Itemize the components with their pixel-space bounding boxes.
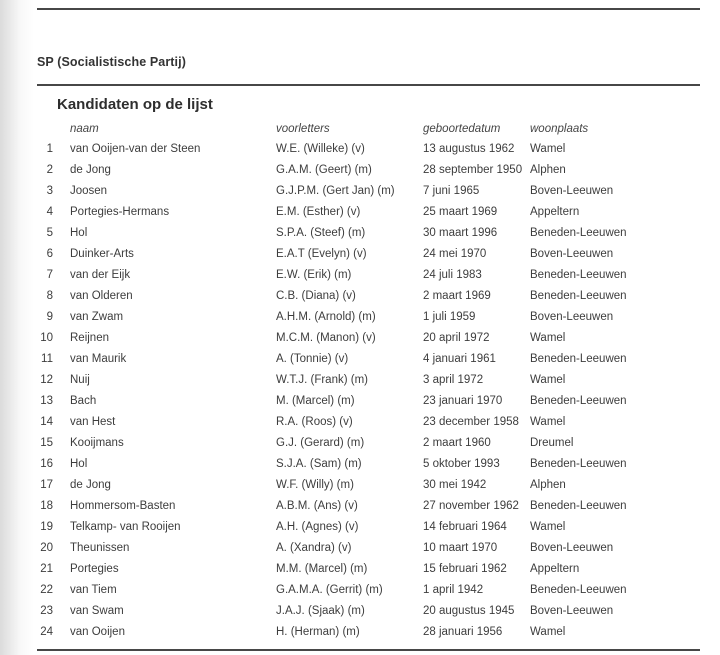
table-row: [37, 180, 707, 201]
candidate-name: Portegies-Hermans: [70, 205, 170, 218]
candidate-residence: Wamel: [530, 331, 566, 344]
candidate-birthdate: 2 maart 1960: [423, 436, 491, 449]
candidate-number: 7: [46, 268, 53, 281]
candidate-name: van Ooijen: [70, 625, 125, 638]
candidate-number: 13: [40, 394, 53, 407]
candidate-number: 24: [40, 625, 53, 638]
candidate-name: van Hest: [70, 415, 116, 428]
candidate-number: 3: [46, 184, 53, 197]
candidate-residence: Wamel: [530, 142, 566, 155]
column-header-voorletters: voorletters: [276, 122, 330, 135]
candidate-number: 1: [46, 142, 53, 155]
candidate-birthdate: 14 februari 1964: [423, 520, 507, 533]
candidate-initials: R.A. (Roos) (v): [276, 415, 353, 428]
candidate-birthdate: 23 december 1958: [423, 415, 519, 428]
candidate-birthdate: 27 november 1962: [423, 499, 519, 512]
candidate-residence: Beneden-Leeuwen: [530, 394, 627, 407]
table-row: [37, 369, 707, 390]
candidate-number: 2: [46, 163, 53, 176]
candidate-residence: Boven-Leeuwen: [530, 310, 614, 323]
candidate-initials: M. (Marcel) (m): [276, 394, 355, 407]
table-row: [37, 621, 707, 642]
candidate-initials: S.J.A. (Sam) (m): [276, 457, 362, 470]
candidate-residence: Dreumel: [530, 436, 574, 449]
list-title: Kandidaten op de lijst: [57, 96, 213, 113]
candidate-birthdate: 5 oktober 1993: [423, 457, 500, 470]
candidate-initials: J.A.J. (Sjaak) (m): [276, 604, 365, 617]
table-row: [37, 453, 707, 474]
candidate-name: van Ooijen-van der Steen: [70, 142, 201, 155]
candidate-residence: Wamel: [530, 625, 566, 638]
candidate-name: Hol: [70, 226, 88, 239]
candidate-residence: Appeltern: [530, 562, 580, 575]
candidate-initials: A. (Xandra) (v): [276, 541, 352, 554]
candidate-initials: M.M. (Marcel) (m): [276, 562, 368, 575]
candidate-number: 15: [40, 436, 53, 449]
candidate-number: 22: [40, 583, 53, 596]
candidate-name: de Jong: [70, 478, 111, 491]
candidate-residence: Boven-Leeuwen: [530, 184, 614, 197]
candidate-number: 23: [40, 604, 53, 617]
divider-under-party-header: [37, 84, 700, 86]
table-row: [37, 516, 707, 537]
candidate-initials: A. (Tonnie) (v): [276, 352, 349, 365]
candidate-initials: E.A.T (Evelyn) (v): [276, 247, 367, 260]
candidate-birthdate: 1 april 1942: [423, 583, 484, 596]
table-row: [37, 558, 707, 579]
table-row: [37, 201, 707, 222]
table-body: [37, 138, 707, 642]
table-row: [37, 495, 707, 516]
table-row: [37, 222, 707, 243]
table-row: [37, 243, 707, 264]
candidate-initials: E.W. (Erik) (m): [276, 268, 352, 281]
table-row: [37, 390, 707, 411]
candidate-residence: Alphen: [530, 163, 566, 176]
candidate-birthdate: 30 mei 1942: [423, 478, 487, 491]
candidate-name: Kooijmans: [70, 436, 124, 449]
candidate-birthdate: 4 januari 1961: [423, 352, 496, 365]
table-row: [37, 327, 707, 348]
table-row: [37, 579, 707, 600]
table-row: [37, 306, 707, 327]
candidate-number: 8: [46, 289, 53, 302]
candidate-birthdate: 13 augustus 1962: [423, 142, 515, 155]
candidate-name: Bach: [70, 394, 97, 407]
table-row: [37, 474, 707, 495]
candidate-name: van der Eijk: [70, 268, 131, 281]
candidate-number: 6: [46, 247, 53, 260]
candidate-initials: S.P.A. (Steef) (m): [276, 226, 366, 239]
candidate-name: Joosen: [70, 184, 108, 197]
candidate-initials: C.B. (Diana) (v): [276, 289, 356, 302]
candidate-birthdate: 28 september 1950: [423, 163, 523, 176]
candidates-table: [37, 119, 707, 642]
candidate-residence: Beneden-Leeuwen: [530, 457, 627, 470]
candidate-initials: G.J.P.M. (Gert Jan) (m): [276, 184, 395, 197]
candidate-number: 12: [40, 373, 53, 386]
candidate-birthdate: 24 juli 1983: [423, 268, 482, 281]
table-header-row: [37, 119, 707, 138]
candidate-number: 19: [40, 520, 53, 533]
column-header-naam: naam: [70, 122, 99, 135]
table-row: [37, 159, 707, 180]
candidate-name: van Maurik: [70, 352, 127, 365]
candidate-number: 20: [40, 541, 53, 554]
candidate-number: 11: [41, 352, 53, 365]
divider-top: [37, 8, 700, 10]
candidate-residence: Beneden-Leeuwen: [530, 352, 627, 365]
candidate-residence: Boven-Leeuwen: [530, 247, 614, 260]
candidate-birthdate: 28 januari 1956: [423, 625, 503, 638]
candidate-birthdate: 23 januari 1970: [423, 394, 503, 407]
candidate-name: Theunissen: [70, 541, 130, 554]
candidate-name: van Swam: [70, 604, 124, 617]
candidate-birthdate: 7 juni 1965: [423, 184, 480, 197]
table-row: [37, 348, 707, 369]
table-row: [37, 138, 707, 159]
scan-shadow: [0, 0, 34, 655]
candidate-initials: G.A.M. (Geert) (m): [276, 163, 372, 176]
candidate-birthdate: 25 maart 1969: [423, 205, 498, 218]
candidate-residence: Appeltern: [530, 205, 580, 218]
candidate-number: 17: [40, 478, 53, 491]
candidate-residence: Beneden-Leeuwen: [530, 268, 627, 281]
candidate-name: Telkamp- van Rooijen: [70, 520, 181, 533]
candidate-name: Hommersom-Basten: [70, 499, 176, 512]
candidate-initials: W.E. (Willeke) (v): [276, 142, 365, 155]
candidates-section: [37, 96, 707, 642]
candidate-residence: Alphen: [530, 478, 566, 491]
candidate-initials: A.H. (Agnes) (v): [276, 520, 359, 533]
candidate-residence: Beneden-Leeuwen: [530, 499, 627, 512]
candidate-residence: Beneden-Leeuwen: [530, 226, 627, 239]
table-row: [37, 600, 707, 621]
candidate-birthdate: 20 april 1972: [423, 331, 490, 344]
table-row: [37, 285, 707, 306]
candidate-number: 21: [40, 562, 53, 575]
candidate-birthdate: 2 maart 1969: [423, 289, 491, 302]
candidate-birthdate: 3 april 1972: [423, 373, 484, 386]
candidate-initials: G.A.M.A. (Gerrit) (m): [276, 583, 383, 596]
candidate-residence: Wamel: [530, 520, 566, 533]
candidate-number: 16: [40, 457, 53, 470]
candidate-name: Nuij: [70, 373, 90, 386]
column-header-geboortedatum: geboortedatum: [423, 122, 501, 135]
candidate-name: van Tiem: [70, 583, 117, 596]
table-row: [37, 411, 707, 432]
candidate-name: Duinker-Arts: [70, 247, 134, 260]
candidate-number: 18: [40, 499, 53, 512]
candidate-number: 5: [46, 226, 53, 239]
candidate-number: 10: [40, 331, 53, 344]
candidate-initials: H. (Herman) (m): [276, 625, 360, 638]
candidate-initials: A.B.M. (Ans) (v): [276, 499, 358, 512]
divider-bottom: [37, 649, 700, 651]
candidate-birthdate: 10 maart 1970: [423, 541, 498, 554]
table-row: [37, 537, 707, 558]
table-row: [37, 432, 707, 453]
candidate-initials: E.M. (Esther) (v): [276, 205, 361, 218]
candidate-birthdate: 20 augustus 1945: [423, 604, 515, 617]
candidate-residence: Wamel: [530, 373, 566, 386]
candidate-residence: Boven-Leeuwen: [530, 604, 614, 617]
candidate-residence: Boven-Leeuwen: [530, 541, 614, 554]
candidate-name: Hol: [70, 457, 88, 470]
candidate-name: Portegies: [70, 562, 119, 575]
candidate-name: Reijnen: [70, 331, 109, 344]
candidate-name: van Olderen: [70, 289, 133, 302]
candidate-number: 4: [46, 205, 53, 218]
candidate-initials: M.C.M. (Manon) (v): [276, 331, 376, 344]
candidate-residence: Wamel: [530, 415, 566, 428]
candidate-birthdate: 15 februari 1962: [423, 562, 507, 575]
candidate-number: 14: [40, 415, 53, 428]
table-row: [37, 264, 707, 285]
candidate-initials: G.J. (Gerard) (m): [276, 436, 365, 449]
candidate-birthdate: 24 mei 1970: [423, 247, 487, 260]
candidate-name: de Jong: [70, 163, 111, 176]
column-header-woonplaats: woonplaats: [530, 122, 589, 135]
candidate-initials: W.F. (Willy) (m): [276, 478, 354, 491]
candidate-initials: W.T.J. (Frank) (m): [276, 373, 368, 386]
party-header: SP (Socialistische Partij): [37, 55, 186, 69]
candidate-name: van Zwam: [70, 310, 124, 323]
candidate-residence: Beneden-Leeuwen: [530, 583, 627, 596]
candidate-residence: Beneden-Leeuwen: [530, 289, 627, 302]
candidate-initials: A.H.M. (Arnold) (m): [276, 310, 376, 323]
candidate-birthdate: 1 juli 1959: [423, 310, 476, 323]
candidate-birthdate: 30 maart 1996: [423, 226, 498, 239]
candidate-number: 9: [46, 310, 53, 323]
